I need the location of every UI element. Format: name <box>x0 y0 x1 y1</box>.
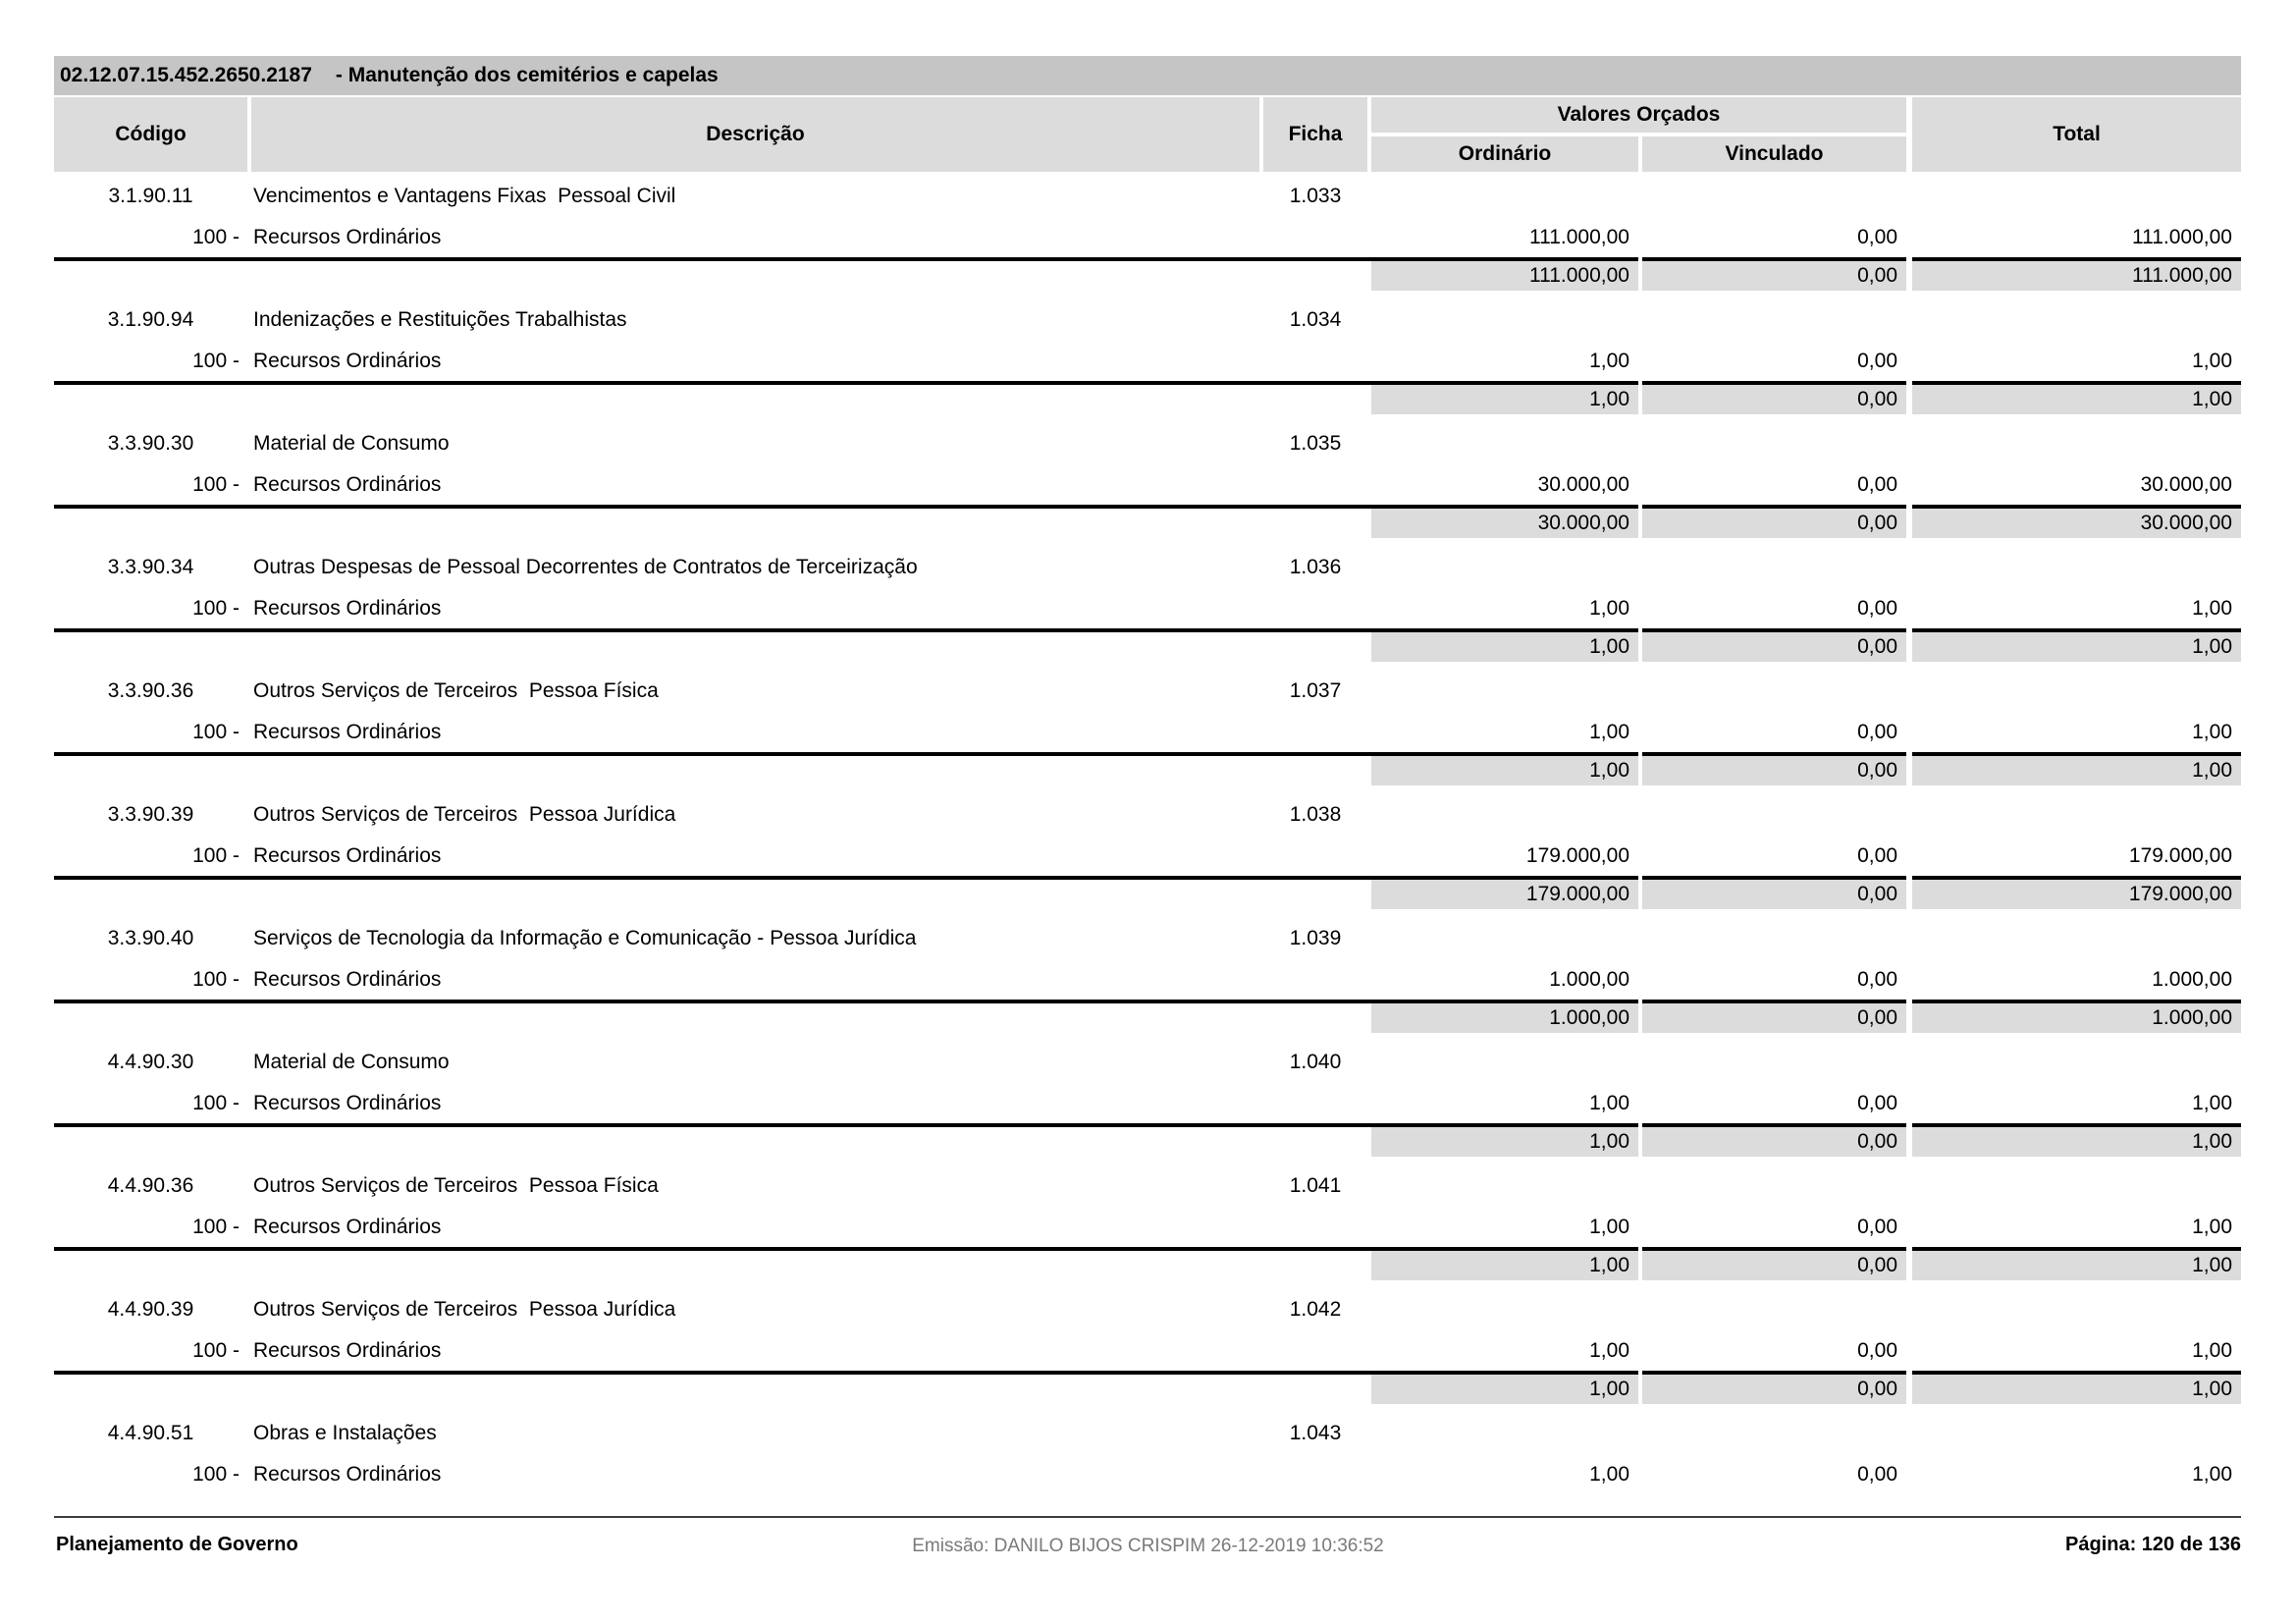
resource-label: Recursos Ordinários <box>253 1092 442 1114</box>
item-code: 3.3.90.39 <box>107 803 194 826</box>
budget-item-group <box>54 670 2241 785</box>
item-code: 4.4.90.51 <box>107 1422 194 1444</box>
resource-value-ordinario: 1,00 <box>1589 350 1629 372</box>
item-ficha-number: 1.035 <box>1289 432 1342 455</box>
item-header-row <box>54 546 2241 589</box>
item-description: Obras e Instalações <box>253 1422 437 1444</box>
resource-label: Recursos Ordinários <box>253 721 442 743</box>
subtotal-vinculado: 0,00 <box>1642 1123 1906 1157</box>
subtotal-vinculado: 0,00 <box>1642 1371 1906 1404</box>
subtotal-total: 1,00 <box>1912 1371 2241 1404</box>
resource-code: 100 - <box>192 1339 240 1362</box>
item-code: 4.4.90.36 <box>107 1174 194 1197</box>
subtotal-ordinario: 1,00 <box>1371 756 1638 785</box>
subtotal-ordinario: 1,00 <box>1371 385 1638 414</box>
resource-code: 100 - <box>192 1463 240 1486</box>
resource-value-vinculado: 0,00 <box>1857 226 1897 248</box>
program-name: - Manutenção dos cemitérios e capelas <box>335 64 719 86</box>
resource-value-ordinario: 1,00 <box>1589 597 1629 620</box>
subtotal-vinculado: 0,00 <box>1642 752 1906 785</box>
budget-item-group <box>54 1041 2241 1157</box>
resource-row <box>54 1331 2241 1371</box>
resource-value-total: 1,00 <box>2192 721 2232 743</box>
item-ficha-number: 1.040 <box>1289 1051 1342 1073</box>
subtotal-total: 1.000,00 <box>1912 1000 2241 1033</box>
resource-code: 100 - <box>192 1216 240 1238</box>
resource-value-ordinario: 111.000,00 <box>1529 226 1629 248</box>
item-header-row <box>54 1288 2241 1331</box>
resource-value-vinculado: 0,00 <box>1857 1463 1897 1486</box>
resource-value-vinculado: 0,00 <box>1857 473 1897 496</box>
item-description: Material de Consumo <box>253 432 450 455</box>
subtotal-vinculado: 0,00 <box>1642 257 1906 291</box>
item-ficha-number: 1.042 <box>1289 1298 1342 1321</box>
budget-item-group <box>54 298 2241 414</box>
item-code: 3.1.90.11 <box>108 185 193 207</box>
resource-row <box>54 589 2241 628</box>
subtotal-ordinario: 1,00 <box>1371 1251 1638 1280</box>
budget-item-group <box>54 1164 2241 1280</box>
resource-value-total: 1,00 <box>2192 597 2232 620</box>
footer-page-number: Página: 120 de 136 <box>2065 1534 2241 1555</box>
resource-value-vinculado: 0,00 <box>1857 597 1897 620</box>
resource-value-ordinario: 179.000,00 <box>1525 844 1629 867</box>
resource-code: 100 - <box>192 1092 240 1114</box>
resource-value-total: 111.000,00 <box>2132 226 2232 248</box>
subtotal-total: 179.000,00 <box>1912 876 2241 909</box>
item-description: Outros Serviços de Terceiros Pessoa Jurídica <box>253 1298 676 1321</box>
resource-code: 100 - <box>192 844 240 867</box>
item-ficha-number: 1.041 <box>1289 1174 1342 1197</box>
subtotal-rule-left <box>54 752 1638 785</box>
item-header-row <box>54 422 2241 465</box>
item-ficha-number: 1.033 <box>1289 185 1342 207</box>
resource-code: 100 - <box>192 473 240 496</box>
budget-item-group <box>54 546 2241 662</box>
subtotal-row <box>54 1371 2241 1404</box>
resource-row <box>54 1084 2241 1123</box>
item-description: Outras Despesas de Pessoal Decorrentes de Contratos de Terceirização <box>253 556 918 578</box>
table-body <box>54 175 2241 1502</box>
subtotal-total: 1,00 <box>1912 628 2241 662</box>
subtotal-vinculado: 0,00 <box>1642 505 1906 538</box>
item-code: 4.4.90.39 <box>107 1298 194 1321</box>
col-header-ordinario: Ordinário <box>1371 136 1638 172</box>
item-header-row <box>54 298 2241 342</box>
subtotal-total: 1,00 <box>1912 381 2241 414</box>
footer-divider <box>54 1516 2241 1518</box>
resource-value-vinculado: 0,00 <box>1857 350 1897 372</box>
resource-row <box>54 837 2241 876</box>
subtotal-rule-left <box>54 257 1638 291</box>
resource-code: 100 - <box>192 226 240 248</box>
resource-value-vinculado: 0,00 <box>1857 844 1897 867</box>
subtotal-ordinario: 1,00 <box>1371 1127 1638 1157</box>
resource-label: Recursos Ordinários <box>253 1339 442 1362</box>
resource-value-total: 179.000,00 <box>2128 844 2232 867</box>
resource-code: 100 - <box>192 968 240 991</box>
subtotal-rule-left <box>54 1123 1638 1157</box>
col-header-vinculado: Vinculado <box>1642 136 1906 172</box>
resource-label: Recursos Ordinários <box>253 597 442 620</box>
item-code: 3.3.90.40 <box>107 927 194 949</box>
resource-value-ordinario: 1,00 <box>1589 1463 1629 1486</box>
resource-value-vinculado: 0,00 <box>1857 1216 1897 1238</box>
subtotal-rule-left <box>54 505 1638 538</box>
resource-label: Recursos Ordinários <box>253 350 442 372</box>
item-code: 4.4.90.30 <box>107 1051 194 1073</box>
budget-item-group <box>54 422 2241 538</box>
item-description: Outros Serviços de Terceiros Pessoa Jurídica <box>253 803 676 826</box>
subtotal-total: 1,00 <box>1912 752 2241 785</box>
item-code: 3.3.90.36 <box>107 679 194 702</box>
resource-value-ordinario: 1,00 <box>1589 721 1629 743</box>
subtotal-ordinario: 179.000,00 <box>1371 880 1638 909</box>
resource-value-total: 1.000,00 <box>2152 968 2232 991</box>
resource-label: Recursos Ordinários <box>253 1216 442 1238</box>
subtotal-ordinario: 1,00 <box>1371 632 1638 662</box>
item-description: Outros Serviços de Terceiros Pessoa Física <box>253 679 659 702</box>
subtotal-total: 1,00 <box>1912 1247 2241 1280</box>
item-code: 3.3.90.34 <box>107 556 194 578</box>
item-code: 3.3.90.30 <box>107 432 194 455</box>
item-ficha-number: 1.036 <box>1289 556 1342 578</box>
resource-value-ordinario: 1.000,00 <box>1549 968 1629 991</box>
resource-label: Recursos Ordinários <box>253 473 442 496</box>
subtotal-vinculado: 0,00 <box>1642 1247 1906 1280</box>
item-header-row <box>54 175 2241 218</box>
resource-value-ordinario: 1,00 <box>1589 1339 1629 1362</box>
resource-value-total: 1,00 <box>2192 1463 2232 1486</box>
resource-value-total: 1,00 <box>2192 1092 2232 1114</box>
resource-code: 100 - <box>192 350 240 372</box>
subtotal-row <box>54 505 2241 538</box>
resource-value-vinculado: 0,00 <box>1857 1092 1897 1114</box>
footer-report-name: Planejamento de Governo <box>56 1534 298 1555</box>
subtotal-row <box>54 1123 2241 1157</box>
resource-value-vinculado: 0,00 <box>1857 721 1897 743</box>
item-header-row <box>54 1041 2241 1084</box>
col-header-descricao: Descrição <box>251 97 1259 172</box>
item-description: Material de Consumo <box>253 1051 450 1073</box>
item-description: Vencimentos e Vantagens Fixas Pessoal Civil <box>253 185 676 207</box>
budget-item-group <box>54 1288 2241 1404</box>
item-header-row <box>54 1412 2241 1455</box>
subtotal-vinculado: 0,00 <box>1642 876 1906 909</box>
program-code: 02.12.07.15.452.2650.2187 <box>60 64 312 86</box>
subtotal-rule-left <box>54 628 1638 662</box>
budget-item-group <box>54 917 2241 1033</box>
col-header-codigo: Código <box>54 97 247 172</box>
resource-row <box>54 960 2241 1000</box>
item-description: Outros Serviços de Terceiros Pessoa Física <box>253 1174 659 1197</box>
subtotal-rule-left <box>54 1247 1638 1280</box>
subtotal-total: 1,00 <box>1912 1123 2241 1157</box>
col-header-ficha: Ficha <box>1263 97 1367 172</box>
subtotal-vinculado: 0,00 <box>1642 381 1906 414</box>
subtotal-row <box>54 876 2241 909</box>
program-title-bar <box>54 56 2241 95</box>
subtotal-ordinario: 30.000,00 <box>1371 509 1638 538</box>
item-description: Serviços de Tecnologia da Informação e Comunicação - Pessoa Jurídica <box>253 927 917 949</box>
resource-row <box>54 342 2241 381</box>
resource-label: Recursos Ordinários <box>253 968 442 991</box>
item-header-row <box>54 793 2241 837</box>
resource-value-ordinario: 1,00 <box>1589 1092 1629 1114</box>
item-code: 3.1.90.94 <box>107 308 194 331</box>
resource-row <box>54 713 2241 752</box>
col-header-valores-orcados: Valores Orçados <box>1371 97 1906 133</box>
resource-label: Recursos Ordinários <box>253 226 442 248</box>
subtotal-row <box>54 1247 2241 1280</box>
subtotal-ordinario: 111.000,00 <box>1371 261 1638 291</box>
item-header-row <box>54 670 2241 713</box>
item-ficha-number: 1.038 <box>1289 803 1342 826</box>
valores-subheaders <box>1371 136 1906 172</box>
resource-value-ordinario: 1,00 <box>1589 1216 1629 1238</box>
subtotal-row <box>54 257 2241 291</box>
resource-row <box>54 218 2241 257</box>
subtotal-vinculado: 0,00 <box>1642 1000 1906 1033</box>
table-header <box>54 97 2241 172</box>
subtotal-vinculado: 0,00 <box>1642 628 1906 662</box>
resource-value-total: 30.000,00 <box>2140 473 2232 496</box>
subtotal-row <box>54 752 2241 785</box>
resource-value-total: 1,00 <box>2192 1339 2232 1362</box>
subtotal-ordinario: 1,00 <box>1371 1375 1638 1404</box>
item-description: Indenizações e Restituições Trabalhistas <box>253 308 627 331</box>
subtotal-total: 30.000,00 <box>1912 505 2241 538</box>
item-ficha-number: 1.037 <box>1289 679 1342 702</box>
budget-item-group <box>54 1412 2241 1494</box>
resource-value-ordinario: 30.000,00 <box>1537 473 1629 496</box>
resource-row <box>54 465 2241 505</box>
subtotal-row <box>54 628 2241 662</box>
resource-row <box>54 1455 2241 1494</box>
item-header-row <box>54 1164 2241 1208</box>
col-header-valores-orcados-group <box>1371 97 1906 172</box>
subtotal-row <box>54 1000 2241 1033</box>
resource-code: 100 - <box>192 721 240 743</box>
resource-row <box>54 1208 2241 1247</box>
budget-item-group <box>54 793 2241 909</box>
item-ficha-number: 1.034 <box>1289 308 1342 331</box>
subtotal-rule-left <box>54 876 1638 909</box>
subtotal-total: 111.000,00 <box>1912 257 2241 291</box>
resource-value-total: 1,00 <box>2192 1216 2232 1238</box>
resource-code: 100 - <box>192 597 240 620</box>
col-header-total: Total <box>1912 97 2241 172</box>
resource-label: Recursos Ordinários <box>253 1463 442 1486</box>
resource-value-vinculado: 0,00 <box>1857 968 1897 991</box>
subtotal-row <box>54 381 2241 414</box>
item-ficha-number: 1.039 <box>1289 927 1342 949</box>
subtotal-rule-left <box>54 381 1638 414</box>
footer-emission-info: Emissão: DANILO BIJOS CRISPIM 26-12-2019 10:36:52 <box>912 1536 1384 1556</box>
resource-label: Recursos Ordinários <box>253 844 442 867</box>
item-header-row <box>54 917 2241 960</box>
item-ficha-number: 1.043 <box>1289 1422 1342 1444</box>
resource-value-total: 1,00 <box>2192 350 2232 372</box>
subtotal-rule-left <box>54 1000 1638 1033</box>
budget-item-group <box>54 175 2241 291</box>
subtotal-ordinario: 1.000,00 <box>1371 1003 1638 1033</box>
resource-value-vinculado: 0,00 <box>1857 1339 1897 1362</box>
subtotal-rule-left <box>54 1371 1638 1404</box>
